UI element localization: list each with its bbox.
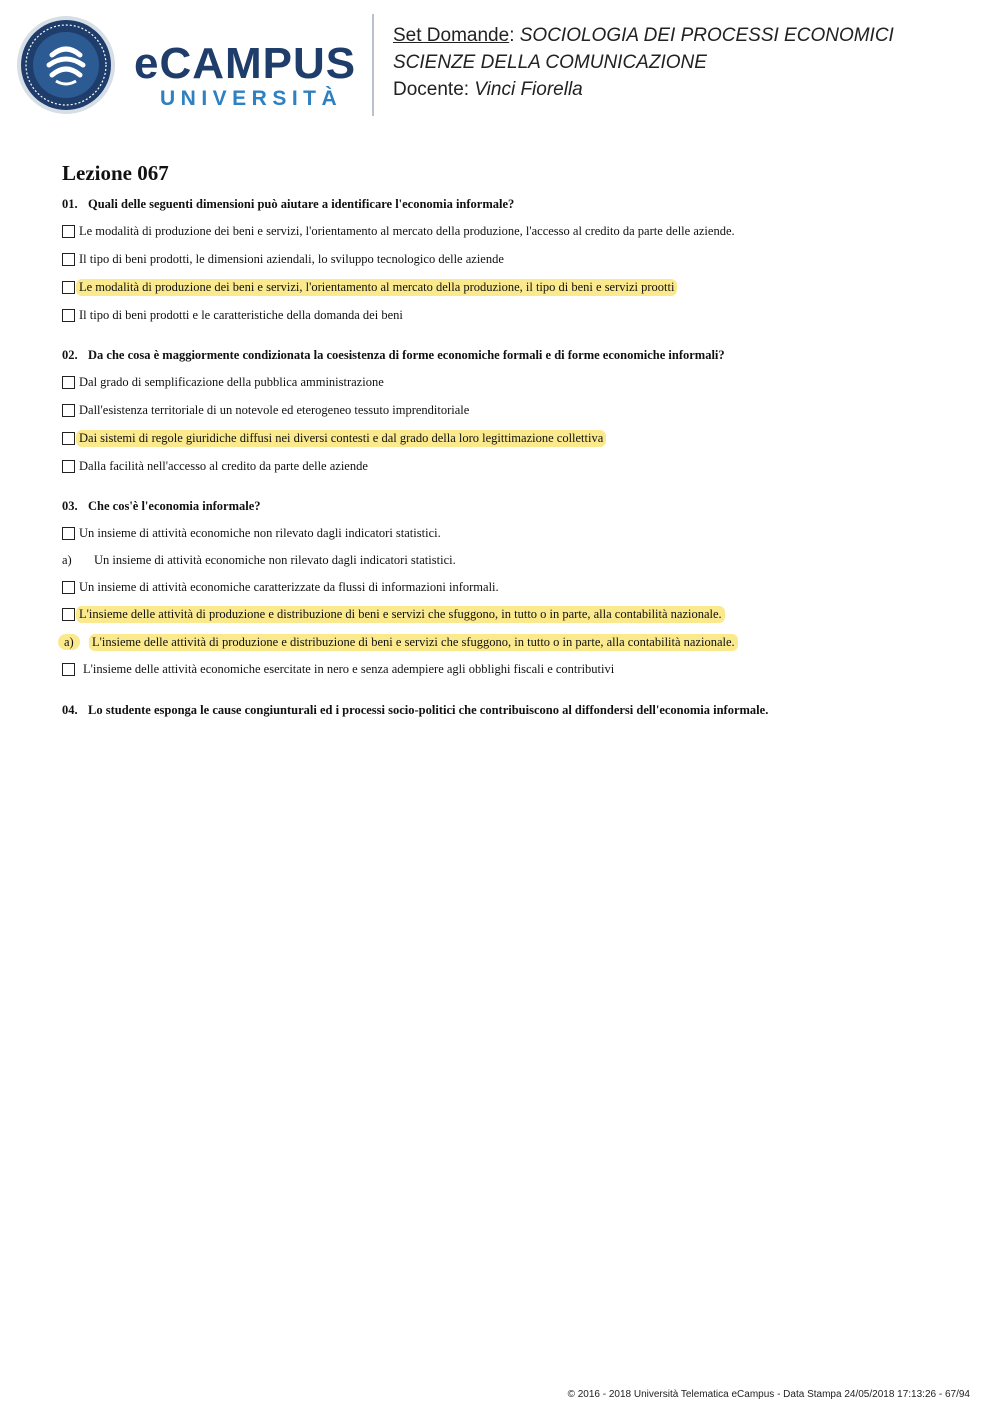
question-number: 02. — [62, 348, 78, 362]
checkbox[interactable] — [62, 608, 75, 621]
checkbox[interactable] — [62, 432, 75, 445]
answer-option[interactable] — [62, 660, 614, 678]
checkbox[interactable] — [62, 663, 75, 676]
option-text-highlighted: Dai sistemi di regole giuridiche diffusi nei diversi contesti e dal grado della loro legittimazione collettiva — [76, 430, 606, 447]
page-footer: © 2016 - 2018 Università Telematica eCampus - Data Stampa 24/05/2018 17:13:26 - 67/94 — [567, 1389, 970, 1400]
question-03 — [62, 499, 261, 514]
option-text: Un insieme di attività economiche non rilevato dagli indicatori statistici. — [79, 525, 441, 540]
answer-option-correct[interactable] — [62, 278, 677, 296]
lesson-title: Lezione 067 — [62, 161, 169, 185]
checkbox[interactable] — [62, 281, 75, 294]
option-text: Il tipo di beni prodotti, le dimensioni aziendali, lo sviluppo tecnologico delle aziende — [79, 251, 504, 266]
checkbox[interactable] — [62, 404, 75, 417]
option-text-highlighted: L'insieme delle attività di produzione e distribuzione di beni e servizi che sfuggono, in tutto o in parte, alla contabilità nazionale. — [89, 634, 738, 651]
checkbox[interactable] — [62, 581, 75, 594]
brand-name: eCAMPUS — [134, 39, 357, 88]
course-faculty: SCIENZE DELLA COMUNICAZIONE — [393, 52, 707, 73]
header-divider — [372, 14, 374, 116]
answer-option-lettered-correct[interactable] — [62, 633, 738, 651]
option-text: Un insieme di attività economiche non rilevato dagli indicatori statistici. — [94, 552, 456, 567]
option-letter-highlighted: a) — [58, 634, 80, 650]
option-text: Le modalità di produzione dei beni e servizi, l'orientamento al mercato della produzione, l'accesso al credito da parte delle aziende. — [79, 223, 735, 238]
answer-option[interactable] — [62, 250, 504, 268]
course-info: Set Domande: SOCIOLOGIA DEI PROCESSI ECONOMICI SCIENZE DELLA COMUNICAZIONE Docente: Vinci Fiorella — [393, 25, 894, 100]
option-text: Un insieme di attività economiche caratterizzate da flussi di informazioni informali. — [79, 579, 499, 594]
checkbox[interactable] — [62, 460, 75, 473]
brand-subtitle: UNIVERSITÀ — [160, 87, 343, 110]
answer-option-correct[interactable] — [62, 429, 606, 447]
answer-option[interactable] — [62, 524, 441, 542]
question-text: Lo studente esponga le cause congiunturali ed i processi socio-politici che contribuiscono al diffondersi dell'economia informale. — [88, 703, 769, 717]
option-letter: a) — [62, 552, 72, 567]
answer-option-correct[interactable] — [62, 605, 725, 623]
answer-option[interactable] — [62, 457, 368, 475]
question-01 — [62, 197, 514, 212]
checkbox[interactable] — [62, 527, 75, 540]
option-text: L'insieme delle attività economiche esercitate in nero e senza adempiere agli obblighi fiscali e contributivi — [83, 661, 615, 676]
answer-option-lettered[interactable] — [62, 551, 456, 569]
teacher-name: Vinci Fiorella — [474, 79, 583, 100]
option-text: Dall'esistenza territoriale di un notevole ed eterogeneo tessuto imprenditoriale — [79, 402, 470, 417]
course-name: SOCIOLOGIA DEI PROCESSI ECONOMICI — [519, 25, 894, 46]
checkbox[interactable] — [62, 253, 75, 266]
teacher-label: Docente: — [393, 79, 470, 100]
answer-option[interactable] — [62, 373, 384, 391]
option-text: Il tipo di beni prodotti e le caratteristiche della domanda dei beni — [79, 307, 403, 322]
answer-option[interactable] — [62, 306, 403, 324]
set-label: Set Domande — [393, 25, 510, 46]
brand-logo — [134, 39, 357, 111]
question-text: Da che cosa è maggiormente condizionata la coesistenza di forme economiche formali e di forme economiche informali? — [88, 348, 725, 362]
question-text: Quali delle seguenti dimensioni può aiutare a identificare l'economia informale? — [88, 197, 515, 211]
ecampus-seal-logo-icon — [16, 15, 116, 115]
question-04 — [62, 703, 768, 718]
option-text: Dal grado di semplificazione della pubblica amministrazione — [79, 374, 384, 389]
answer-option[interactable] — [62, 578, 499, 596]
question-number: 01. — [62, 197, 78, 211]
answer-option[interactable] — [62, 222, 735, 240]
checkbox[interactable] — [62, 309, 75, 322]
question-02 — [62, 348, 725, 363]
checkbox[interactable] — [62, 376, 75, 389]
option-text: Dalla facilità nell'accesso al credito da parte delle aziende — [79, 458, 368, 473]
page-header — [0, 0, 1000, 130]
option-text-highlighted: L'insieme delle attività di produzione e distribuzione di beni e servizi che sfuggono, in tutto o in parte, alla contabilità nazionale. — [76, 606, 725, 623]
answer-option[interactable] — [62, 401, 469, 419]
option-text-highlighted: Le modalità di produzione dei beni e servizi, l'orientamento al mercato della produzione, il tipo di beni e servizi prootti — [76, 279, 677, 296]
question-number: 03. — [62, 499, 78, 513]
question-text: Che cos'è l'economia informale? — [88, 499, 261, 513]
checkbox[interactable] — [62, 225, 75, 238]
question-number: 04. — [62, 703, 78, 717]
